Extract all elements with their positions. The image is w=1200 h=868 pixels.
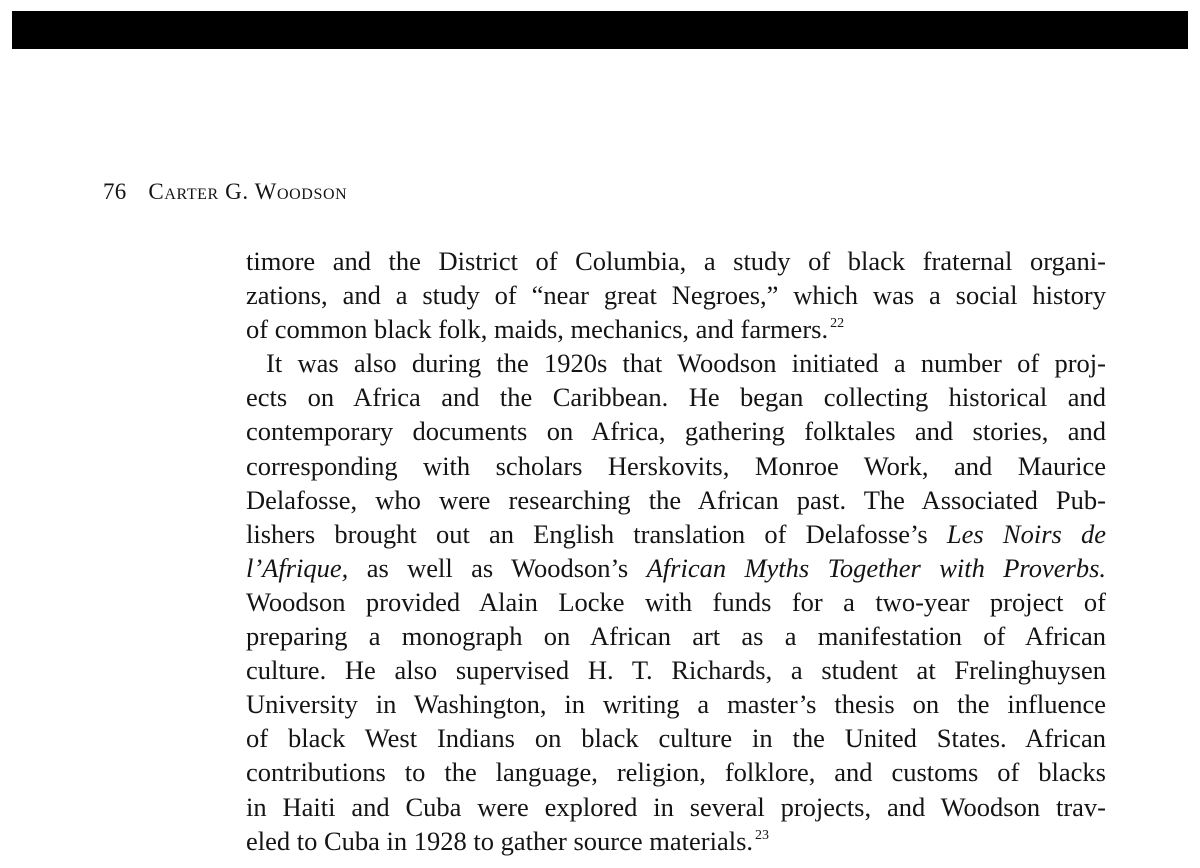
text-line: contributions to the language, religion, folklore, and customs of blacks: [246, 757, 1106, 788]
text-line: University in Washington, in writing a master’s thesis on the influence: [246, 689, 1106, 720]
text-line: [246, 551, 1106, 585]
line-text: eled to Cuba in 1928 to gather source materials.: [246, 825, 754, 856]
text-line: preparing a monograph on African art as a manifestation of African: [246, 621, 1106, 652]
running-title: Carter G. Woodson: [148, 179, 348, 204]
line-text: of common black folk, maids, mechanics, and farmers.: [246, 314, 829, 345]
text-line: Delafosse, who were researching the African past. The Associated Pub-: [246, 484, 1106, 515]
body-text: [246, 244, 1106, 858]
text-line: [246, 517, 1106, 551]
footnote-ref-22: 22: [830, 316, 845, 332]
text-line: ects on Africa and the Caribbean. He began collecting historical and: [246, 382, 1106, 413]
text-line: culture. He also supervised H. T. Richards, a student at Frelinghuysen: [246, 655, 1106, 686]
page-number: 76: [103, 179, 127, 204]
text-line: Woodson provided Alain Locke with funds for a two-year project of: [246, 586, 1106, 617]
scan-top-black-band: [12, 11, 1188, 49]
line-text: lishers brought out an English translation of Delafosse’s: [246, 518, 928, 549]
text-line: corresponding with scholars Herskovits, Monroe Work, and Maurice: [246, 450, 1106, 481]
text-line: [246, 312, 1106, 346]
text-line: in Haiti and Cuba were explored in several projects, and Woodson trav-: [246, 791, 1106, 822]
paragraph-first-line: It was also during the 1920s that Woodson initiated a number of proj-: [266, 348, 1106, 379]
footnote-ref-23: 23: [755, 827, 770, 843]
text-line: contemporary documents on Africa, gathering folktales and stories, and: [246, 416, 1106, 447]
italic-title: l’Afrique,: [246, 552, 349, 583]
text-line: [246, 824, 1106, 858]
italic-title: African Myths Together with Proverbs.: [646, 552, 1107, 583]
running-head: [103, 177, 347, 207]
italic-title: Les Noirs de: [946, 518, 1106, 549]
line-text: as well as Woodson’s: [366, 552, 629, 583]
text-line: of black West Indians on black culture in the United States. African: [246, 723, 1106, 754]
text-line: timore and the District of Columbia, a study of black fraternal organi-: [246, 246, 1106, 276]
text-line: zations, and a study of “near great Negroes,” which was a social history: [246, 280, 1106, 311]
